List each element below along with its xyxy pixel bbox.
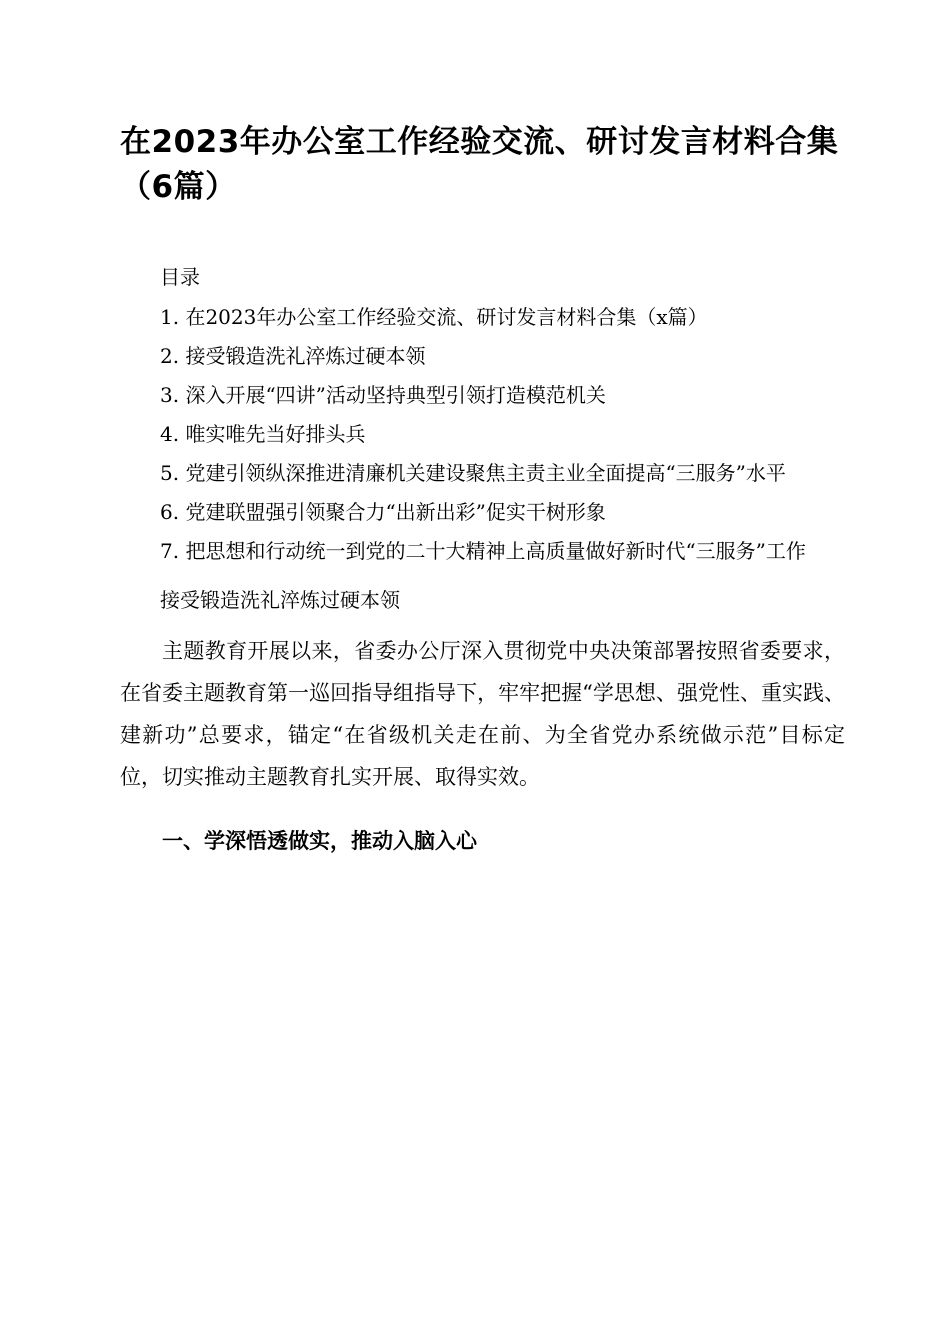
list-item[interactable]: 6. 党建联盟强引领聚合力“出新出彩”促实干树形象 [160,499,606,524]
toc-heading: 目录 [160,264,200,289]
page-title: 在2023年办公室工作经验交流、研讨发言材料合集（6篇） [120,124,839,205]
spacer [120,571,845,581]
spacer [120,798,845,814]
spacer [120,620,845,630]
list-item[interactable]: 1. 在2023年办公室工作经验交流、研讨发言材料合集（x篇） [160,304,708,329]
list-item[interactable]: 3. 深入开展“四讲”活动坚持典型引领打造模范机关 [160,382,606,407]
list-item[interactable]: 4. 唯实唯先当好排头兵 [160,421,366,446]
list-item[interactable]: 2. 接受锻造洗礼淬炼过硬本领 [160,343,426,368]
section-subtitle: 接受锻造洗礼淬炼过硬本领 [160,587,400,612]
list-item[interactable]: 5. 党建引领纵深推进清廉机关建设聚焦主责主业全面提高“三服务”水平 [160,460,786,485]
toc-list [120,298,845,571]
body-paragraph: 主题教育开展以来，省委办公厅深入贯彻党中央决策部署按照省委要求，在省委主题教育第一巡回指导组指导下，牢牢把握“学思想、强党性、重实践、建新功”总要求，锚定“在省级机关走在前、为全省党办系统做示范”目标定位，切实推动主题教育扎实开展、取得实效。 [120,638,845,789]
list-item[interactable]: 7. 把思想和行动统一到党的二十大精神上高质量做好新时代“三服务”工作 [160,538,806,563]
section-heading: 一、学深悟透做实，推动入脑入心 [162,828,477,853]
